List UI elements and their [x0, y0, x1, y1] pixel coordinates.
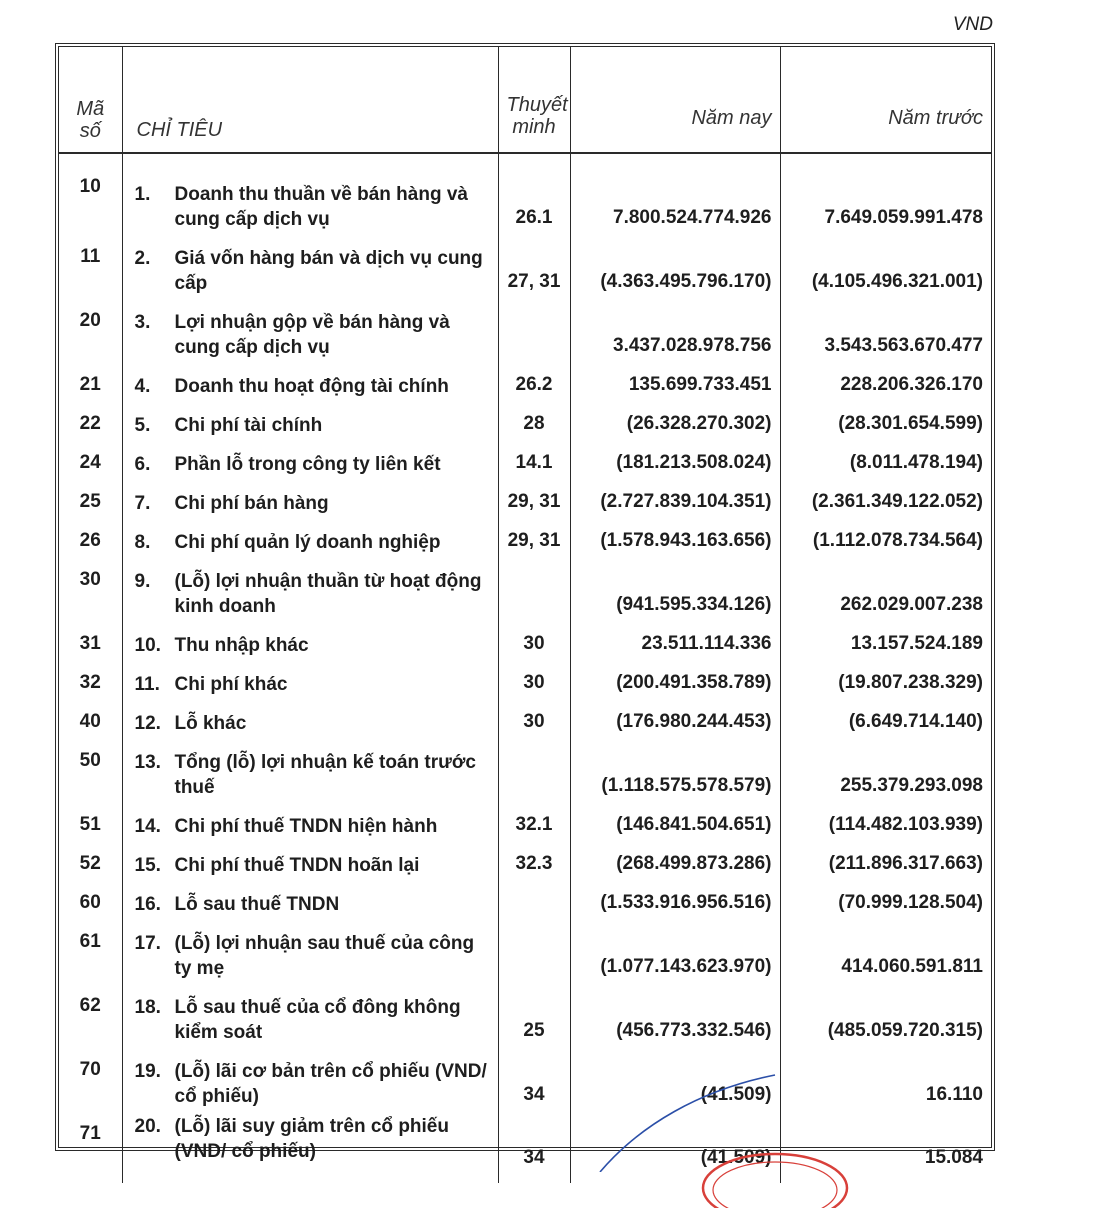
row-code: 30 — [59, 560, 122, 624]
row-note — [498, 922, 570, 986]
row-number: 7. — [134, 493, 151, 514]
row-code: 21 — [59, 365, 122, 404]
row-previous-year: 15.084 — [924, 1147, 983, 1168]
row-previous-year: 262.029.007.238 — [840, 594, 983, 615]
row-current-year: (1.578.943.163.656) — [570, 521, 780, 560]
row-item — [122, 702, 498, 741]
row-previous-year: (2.361.349.122.052) — [811, 491, 983, 512]
row-note: 30 — [498, 702, 570, 741]
row-code: 70 — [59, 1050, 122, 1114]
row-previous-year: 16.110 — [925, 1084, 983, 1105]
row-previous-year: (8.011.478.194) — [849, 452, 983, 473]
row-code: 24 — [59, 443, 122, 482]
row-note — [498, 560, 570, 624]
table-row — [59, 521, 991, 560]
row-number: 9. — [134, 571, 151, 592]
row-previous-year: (4.105.496.321.001) — [811, 271, 983, 292]
row-number: 20. — [134, 1116, 161, 1137]
row-item — [122, 482, 498, 521]
row-note: 32.1 — [498, 805, 570, 844]
row-code: 62 — [59, 986, 122, 1050]
row-note: 26.2 — [498, 365, 570, 404]
row-label: Chi phí bán hàng — [174, 493, 329, 514]
row-code: 50 — [59, 741, 122, 805]
row-previous-year: (6.649.714.140) — [848, 711, 983, 732]
row-note — [498, 741, 570, 805]
row-code: 22 — [59, 404, 122, 443]
row-current-year: (1.118.575.578.579) — [570, 741, 780, 805]
row-code: 60 — [59, 883, 122, 922]
row-current-year: (941.595.334.126) — [570, 560, 780, 624]
company-seal — [700, 1148, 850, 1208]
row-current-year: (456.773.332.546) — [570, 986, 780, 1050]
header-item: CHỈ TIÊU — [122, 47, 498, 153]
row-code: 52 — [59, 844, 122, 883]
row-code: 61 — [59, 922, 122, 986]
row-code: 20 — [59, 301, 122, 365]
row-number: 11. — [134, 674, 160, 695]
row-label: Thu nhập khác — [174, 635, 309, 656]
row-label: Lỗ khác — [174, 713, 247, 734]
row-previous-year: 13.157.524.189 — [850, 633, 983, 654]
table-row — [59, 663, 991, 702]
row-number: 8. — [134, 532, 151, 553]
row-number: 15. — [134, 855, 161, 876]
row-item — [122, 1050, 498, 1114]
row-current-year: 3.437.028.978.756 — [570, 301, 780, 365]
row-number: 3. — [134, 312, 151, 333]
row-item — [122, 844, 498, 883]
currency-label: VND — [952, 14, 993, 35]
row-current-year: (26.328.270.302) — [570, 404, 780, 443]
row-label: Phần lỗ trong công ty liên kết — [174, 454, 441, 475]
row-current-year: (146.841.504.651) — [570, 805, 780, 844]
row-label: Chi phí khác — [174, 674, 288, 695]
row-item — [122, 624, 498, 663]
row-label: Tổng (lỗ) lợi nhuận kế toán trước thuế — [174, 752, 476, 798]
row-label: Doanh thu thuần về bán hàng và cung cấp dịch vụ — [174, 184, 468, 230]
row-note — [498, 301, 570, 365]
table-row — [59, 883, 991, 922]
row-note: 27, 31 — [498, 237, 570, 301]
row-current-year: (1.077.143.623.970) — [570, 922, 780, 986]
row-item — [122, 443, 498, 482]
table-row — [59, 986, 991, 1050]
row-previous-year: 228.206.326.170 — [840, 374, 983, 395]
header-current-year: Năm nay — [570, 47, 780, 153]
row-item — [122, 153, 498, 237]
row-note: 32.3 — [498, 844, 570, 883]
table-row — [59, 1114, 991, 1183]
row-current-year: (41.509) — [570, 1050, 780, 1114]
row-previous-year: (1.112.078.734.564) — [812, 530, 983, 551]
row-number: 13. — [134, 752, 161, 773]
income-statement-table — [59, 47, 991, 1183]
row-label: (Lỗ) lợi nhuận thuần từ hoạt động kinh doanh — [174, 571, 482, 617]
row-current-year: (2.727.839.104.351) — [570, 482, 780, 521]
row-code: 10 — [59, 153, 122, 237]
row-item — [122, 301, 498, 365]
table-row — [59, 404, 991, 443]
row-note: 30 — [498, 663, 570, 702]
row-number: 5. — [134, 415, 151, 436]
row-previous-year: (70.999.128.504) — [838, 892, 983, 913]
row-code: 31 — [59, 624, 122, 663]
row-item — [122, 986, 498, 1050]
row-label: (Lỗ) lãi suy giảm trên cổ phiếu (VND/ cổ phiếu) — [174, 1116, 449, 1162]
row-current-year: 7.800.524.774.926 — [570, 153, 780, 237]
row-code: 40 — [59, 702, 122, 741]
row-previous-year: (19.807.238.329) — [838, 672, 983, 693]
table-row — [59, 237, 991, 301]
row-note — [498, 883, 570, 922]
row-number: 6. — [134, 454, 151, 475]
row-current-year: 23.511.114.336 — [570, 624, 780, 663]
row-note: 25 — [498, 986, 570, 1050]
row-code: 71 — [59, 1114, 122, 1183]
row-current-year: (181.213.508.024) — [570, 443, 780, 482]
row-label: Chi phí thuế TNDN hoãn lại — [174, 855, 420, 876]
header-note: Thuyết minh — [498, 47, 570, 153]
row-note: 34 — [498, 1114, 570, 1183]
row-label: Lỗ sau thuế của cổ đông không kiểm soát — [174, 997, 461, 1043]
row-item — [122, 1114, 498, 1183]
row-note: 34 — [498, 1050, 570, 1114]
row-note: 30 — [498, 624, 570, 663]
row-label: (Lỗ) lãi cơ bản trên cổ phiếu (VND/ cổ phiếu) — [174, 1061, 487, 1107]
table-row — [59, 365, 991, 404]
row-number: 12. — [134, 713, 161, 734]
row-label: Giá vốn hàng bán và dịch vụ cung cấp — [174, 248, 483, 294]
row-previous-year: 414.060.591.811 — [841, 956, 983, 977]
row-item — [122, 883, 498, 922]
row-number: 2. — [134, 248, 151, 269]
row-current-year: (1.533.916.956.516) — [570, 883, 780, 922]
row-label: Lỗ sau thuế TNDN — [174, 894, 340, 915]
row-number: 1. — [134, 184, 151, 205]
table-row — [59, 1050, 991, 1114]
row-label: Chi phí tài chính — [174, 415, 323, 436]
table-row — [59, 805, 991, 844]
table-row — [59, 443, 991, 482]
row-previous-year: (211.896.317.663) — [828, 853, 983, 874]
row-item — [122, 741, 498, 805]
table-row — [59, 702, 991, 741]
row-item — [122, 663, 498, 702]
table-row — [59, 741, 991, 805]
row-number: 16. — [134, 894, 161, 915]
row-number: 17. — [134, 933, 161, 954]
row-note: 14.1 — [498, 443, 570, 482]
income-statement-table-frame — [55, 43, 995, 1168]
row-item — [122, 365, 498, 404]
row-item — [122, 521, 498, 560]
row-previous-year: (114.482.103.939) — [828, 814, 983, 835]
row-code: 25 — [59, 482, 122, 521]
row-item — [122, 922, 498, 986]
row-label: Chi phí quản lý doanh nghiệp — [174, 532, 441, 553]
row-number: 4. — [134, 376, 151, 397]
row-current-year: (176.980.244.453) — [570, 702, 780, 741]
header-previous-year: Năm trước — [780, 47, 991, 153]
row-label: Doanh thu hoạt động tài chính — [174, 376, 449, 397]
row-previous-year: 255.379.293.098 — [840, 775, 983, 796]
table-row — [59, 560, 991, 624]
row-label: Chi phí thuế TNDN hiện hành — [174, 816, 438, 837]
row-label: Lợi nhuận gộp về bán hàng và cung cấp dịch vụ — [174, 312, 450, 358]
row-note: 26.1 — [498, 153, 570, 237]
row-item — [122, 237, 498, 301]
row-code: 51 — [59, 805, 122, 844]
table-header-row — [59, 47, 991, 153]
table-row — [59, 301, 991, 365]
header-code: Mã số — [59, 47, 122, 153]
row-previous-year: (485.059.720.315) — [827, 1020, 983, 1041]
table-row — [59, 922, 991, 986]
row-code: 11 — [59, 237, 122, 301]
row-number: 18. — [134, 997, 161, 1018]
row-previous-year: 7.649.059.991.478 — [824, 207, 983, 228]
row-note: 29, 31 — [498, 482, 570, 521]
row-label: (Lỗ) lợi nhuận sau thuế của công ty mẹ — [174, 933, 475, 979]
row-item — [122, 404, 498, 443]
row-item — [122, 560, 498, 624]
table-row — [59, 844, 991, 883]
row-current-year: (200.491.358.789) — [570, 663, 780, 702]
row-note: 29, 31 — [498, 521, 570, 560]
row-current-year: (41.509) — [570, 1114, 780, 1183]
row-note: 28 — [498, 404, 570, 443]
row-current-year: 135.699.733.451 — [570, 365, 780, 404]
table-row — [59, 153, 991, 237]
row-current-year: (4.363.495.796.170) — [570, 237, 780, 301]
table-row — [59, 624, 991, 663]
row-number: 14. — [134, 816, 161, 837]
table-row — [59, 482, 991, 521]
row-code: 26 — [59, 521, 122, 560]
row-number: 19. — [134, 1061, 161, 1082]
row-previous-year: (28.301.654.599) — [838, 413, 983, 434]
row-code: 32 — [59, 663, 122, 702]
row-previous-year: 3.543.563.670.477 — [824, 335, 983, 356]
row-item — [122, 805, 498, 844]
row-number: 10. — [134, 635, 161, 656]
row-current-year: (268.499.873.286) — [570, 844, 780, 883]
